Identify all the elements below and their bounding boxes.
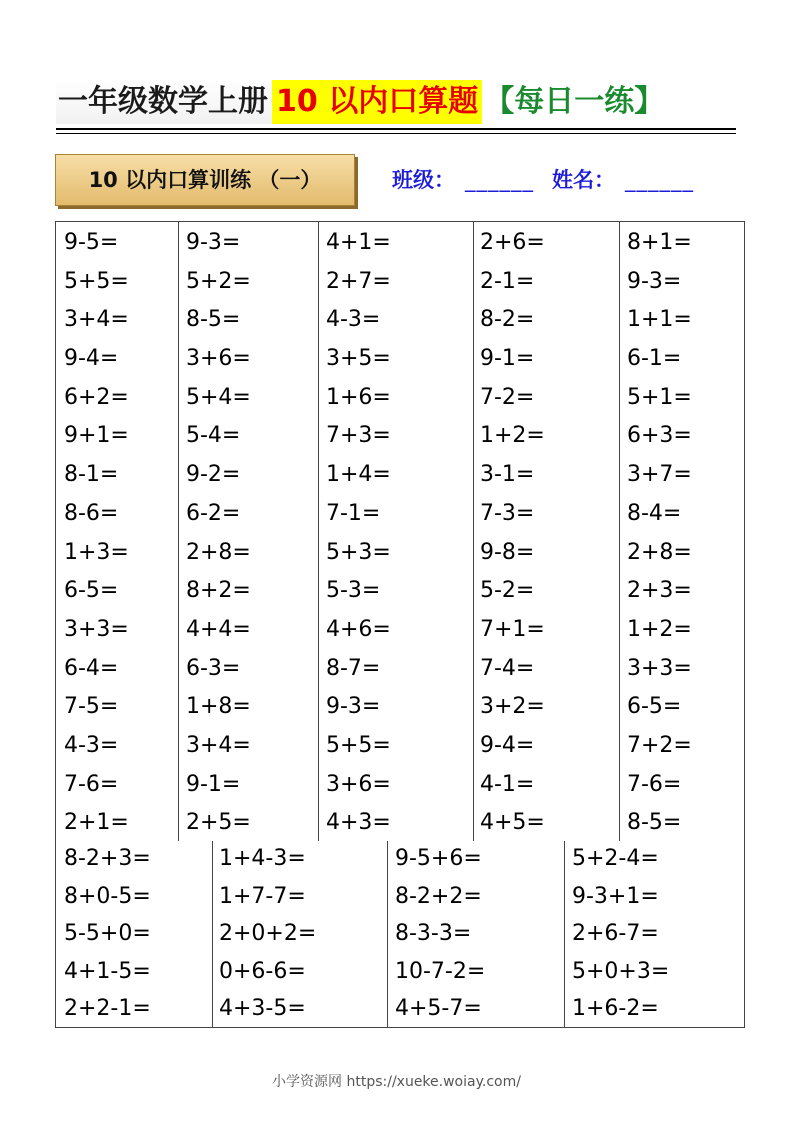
class-blank[interactable]: ______	[465, 168, 534, 192]
mixed-problem-cell: 8-2+2=	[395, 883, 482, 909]
problem-cell: 9-2=	[186, 462, 241, 488]
problem-cell: 9-4=	[64, 346, 119, 372]
problem-column-3	[326, 224, 391, 843]
mixed-problem-cell: 0+6-6=	[219, 958, 306, 984]
mixed-problem-cell: 5-5+0=	[64, 921, 151, 947]
mixed-problem-cell: 9-3+1=	[572, 883, 659, 909]
title-part-topic: 10 以内口算题	[272, 80, 482, 124]
problem-cell: 3+6=	[186, 346, 251, 372]
problem-cell: 1+3=	[64, 539, 129, 565]
problem-column-5	[627, 224, 692, 843]
footer-source: 小学资源网 https://xueke.woiay.com/	[272, 1074, 521, 1090]
mixed-problem-cell: 1+7-7=	[219, 883, 306, 909]
mixed-problem-column-4	[572, 840, 669, 1028]
exercise-grid	[55, 221, 745, 1028]
problem-cell: 4+1=	[326, 230, 391, 255]
title-part-daily: 【每日一练】	[484, 84, 665, 119]
problem-cell: 9+1=	[64, 423, 129, 449]
problem-cell: 2-1=	[480, 268, 535, 294]
column-divider	[473, 222, 474, 841]
problem-cell: 9-3=	[186, 230, 241, 255]
problem-cell: 5+3=	[326, 539, 391, 565]
title-part-grade: 一年级数学上册	[56, 80, 272, 124]
problem-cell: 2+6=	[480, 230, 545, 255]
problem-cell: 9-1=	[186, 771, 241, 797]
mixed-problem-cell: 8+0-5=	[64, 883, 151, 909]
problem-cell: 8+1=	[627, 230, 692, 255]
problem-column-2	[186, 224, 251, 843]
mixed-problem-cell: 4+3-5=	[219, 996, 306, 1022]
problem-cell: 7-6=	[64, 771, 119, 797]
column-divider	[564, 841, 565, 1027]
mixed-problem-column-1	[64, 840, 151, 1028]
problem-cell: 5-2=	[480, 578, 535, 604]
problem-cell: 9-1=	[480, 346, 535, 372]
problem-cell: 1+1=	[627, 307, 692, 333]
problem-cell: 4+5=	[480, 810, 545, 836]
mixed-problem-cell: 5+2-4=	[572, 846, 659, 871]
problem-cell: 2+8=	[627, 539, 692, 565]
problem-cell: 6+2=	[64, 384, 129, 410]
problem-cell: 5-3=	[326, 578, 381, 604]
problem-cell: 3+5=	[326, 346, 391, 372]
mixed-problem-cell: 2+0+2=	[219, 921, 317, 947]
problem-cell: 5+1=	[627, 384, 692, 410]
problem-cell: 4+3=	[326, 810, 391, 836]
problem-cell: 1+8=	[186, 694, 251, 720]
mixed-problem-column-2	[219, 840, 316, 1028]
problem-cell: 4-3=	[64, 732, 119, 758]
problem-cell: 3+7=	[627, 462, 692, 488]
problem-cell: 9-4=	[480, 732, 535, 758]
problem-cell: 3+4=	[64, 307, 129, 333]
mixed-problem-cell: 10-7-2=	[395, 958, 486, 984]
problem-cell: 5+5=	[326, 732, 391, 758]
problem-cell: 8-7=	[326, 655, 381, 681]
problem-cell: 2+7=	[326, 268, 391, 294]
problem-cell: 3+2=	[480, 694, 545, 720]
problem-cell: 7-6=	[627, 771, 682, 797]
problem-cell: 4+6=	[326, 616, 391, 642]
column-divider	[212, 841, 213, 1027]
problem-cell: 9-3=	[326, 694, 381, 720]
name-label: 姓名：	[552, 168, 615, 192]
problem-cell: 8-6=	[64, 500, 119, 526]
problem-cell: 8-4=	[627, 500, 682, 526]
problem-cell: 7-2=	[480, 384, 535, 410]
problem-cell: 8+2=	[186, 578, 251, 604]
mixed-problem-cell: 1+4-3=	[219, 846, 306, 871]
problem-cell: 2+5=	[186, 810, 251, 836]
problem-cell: 3+4=	[186, 732, 251, 758]
mixed-problem-cell: 8-2+3=	[64, 846, 151, 871]
page-title	[56, 80, 736, 130]
problem-cell: 8-2=	[480, 307, 535, 333]
problem-cell: 3-1=	[480, 462, 535, 488]
problem-cell: 9-3=	[627, 268, 682, 294]
problem-cell: 3+6=	[326, 771, 391, 797]
problem-cell: 5-4=	[186, 423, 241, 449]
problem-cell: 4-1=	[480, 771, 535, 797]
mixed-problem-cell: 8-3-3=	[395, 921, 472, 947]
mixed-problem-cell: 2+6-7=	[572, 921, 659, 947]
problem-cell: 2+3=	[627, 578, 692, 604]
problem-cell: 6-1=	[627, 346, 682, 372]
section-heading: 10 以内口算训练 （一）	[55, 154, 355, 206]
problem-cell: 6-5=	[64, 578, 119, 604]
problem-cell: 2+8=	[186, 539, 251, 565]
problem-cell: 8-1=	[64, 462, 119, 488]
problem-cell: 5+5=	[64, 268, 129, 294]
problem-cell: 2+1=	[64, 810, 129, 836]
student-info	[392, 164, 694, 196]
problem-cell: 8-5=	[186, 307, 241, 333]
problem-cell: 6-4=	[64, 655, 119, 681]
problem-cell: 1+4=	[326, 462, 391, 488]
problem-cell: 7+2=	[627, 732, 692, 758]
problem-cell: 6+3=	[627, 423, 692, 449]
title-rule-thin	[56, 133, 736, 134]
problem-cell: 1+6=	[326, 384, 391, 410]
mixed-problem-cell: 9-5+6=	[395, 846, 482, 871]
mixed-problem-cell: 5+0+3=	[572, 958, 670, 984]
problem-cell: 7-4=	[480, 655, 535, 681]
mixed-problem-cell: 2+2-1=	[64, 996, 151, 1022]
problem-cell: 3+3=	[64, 616, 129, 642]
problem-cell: 1+2=	[480, 423, 545, 449]
class-label: 班级：	[392, 168, 455, 192]
column-divider	[387, 841, 388, 1027]
problem-cell: 4-3=	[326, 307, 381, 333]
problem-cell: 5+4=	[186, 384, 251, 410]
problem-cell: 8-5=	[627, 810, 682, 836]
problem-column-4	[480, 224, 545, 843]
problem-cell: 9-8=	[480, 539, 535, 565]
column-divider	[178, 222, 179, 841]
column-divider	[318, 222, 319, 841]
problem-cell: 1+2=	[627, 616, 692, 642]
problem-cell: 7+3=	[326, 423, 391, 449]
problem-cell: 7-1=	[326, 500, 381, 526]
problem-cell: 7-3=	[480, 500, 535, 526]
mixed-problem-cell: 4+5-7=	[395, 996, 482, 1022]
problem-cell: 6-3=	[186, 655, 241, 681]
mixed-problem-cell: 4+1-5=	[64, 958, 151, 984]
problem-cell: 9-5=	[64, 230, 119, 255]
problem-column-1	[64, 224, 129, 843]
problem-cell: 7-5=	[64, 694, 119, 720]
problem-cell: 7+1=	[480, 616, 545, 642]
problem-cell: 6-2=	[186, 500, 241, 526]
mixed-problem-cell: 1+6-2=	[572, 996, 659, 1022]
mixed-problem-column-3	[395, 840, 485, 1028]
name-blank[interactable]: ______	[625, 168, 694, 192]
column-divider	[619, 222, 620, 841]
problem-cell: 5+2=	[186, 268, 251, 294]
problem-cell: 3+3=	[627, 655, 692, 681]
title-rule-thick	[56, 128, 736, 130]
problem-cell: 6-5=	[627, 694, 682, 720]
problem-cell: 4+4=	[186, 616, 251, 642]
